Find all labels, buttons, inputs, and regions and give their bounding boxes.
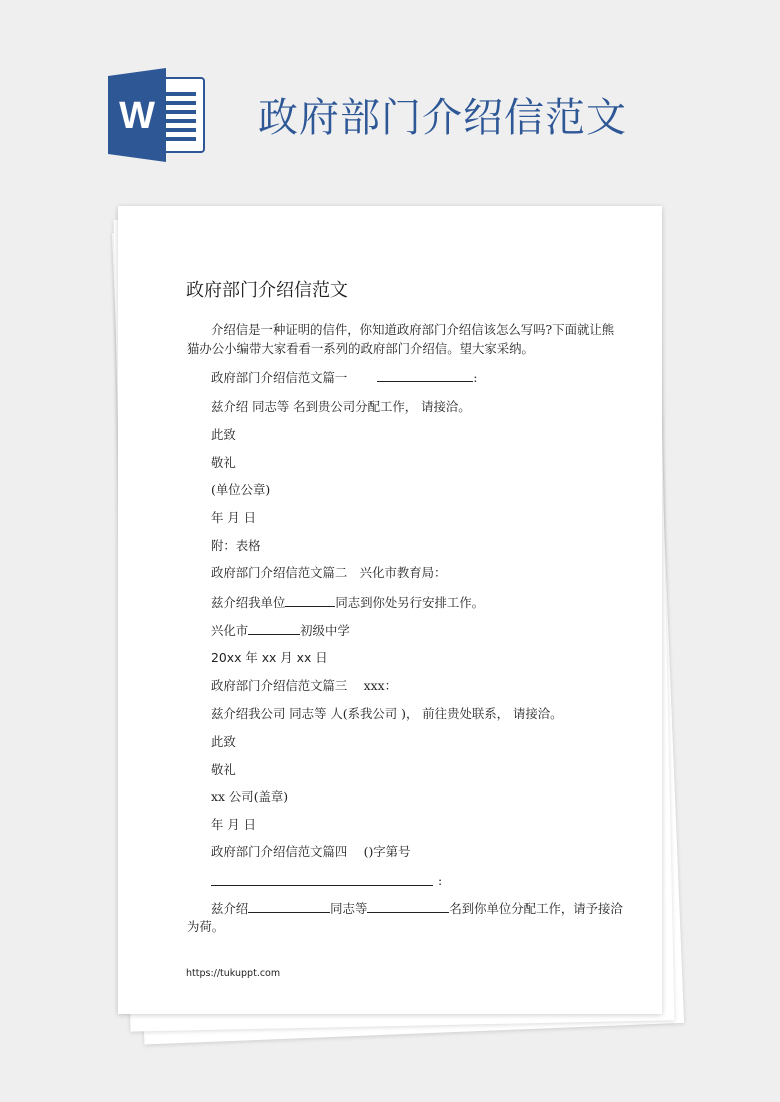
letter-4-colon: :: [438, 873, 443, 888]
word-doc-icon: [108, 68, 208, 162]
letter-1-salutation: 此致: [211, 427, 236, 442]
letter-2-date: 20xx 年 xx 月 xx 日: [211, 650, 328, 665]
letter-3-seal: xx 公司(盖章): [211, 789, 289, 804]
letter-2-school: 兴化市 初级中学: [211, 623, 350, 638]
letter-3-body: 兹介绍我公司 同志等 人(系我公司 )， 前往贵处联系， 请接洽。: [211, 706, 563, 721]
letter-3-date: 年 月 日: [211, 817, 257, 832]
letter-1-seal: (单位公章): [211, 482, 271, 497]
document-page: [118, 206, 662, 1014]
footer-url[interactable]: https://tukuppt.com: [186, 968, 281, 979]
blank-underline: [211, 885, 433, 886]
word-logo-letter: W: [119, 95, 155, 137]
letter-1-regards: 敬礼: [211, 455, 236, 470]
letter-1-heading: 政府部门介绍信范文篇一 :: [211, 370, 478, 385]
letter-3-salutation: 此致: [211, 734, 236, 749]
letter-4-body: 兹介绍 同志等 名到你单位分配工作，请予接洽为荷。: [187, 901, 623, 934]
intro-paragraph: 介绍信是一种证明的信件，你知道政府部门介绍信该怎么写吗?下面就让熊猫办公小编带大家看看一系列的政府部门介绍信。望大家采纳。: [187, 322, 615, 356]
letter-4-heading: 政府部门介绍信范文篇四 ()字第号: [211, 844, 411, 859]
letter-1-attachment: 附：表格: [211, 538, 261, 553]
letter-3-heading: 政府部门介绍信范文篇三 xxx：: [211, 678, 397, 693]
letter-1-date: 年 月 日: [211, 510, 257, 525]
letter-3-regards: 敬礼: [211, 762, 236, 777]
document-title: 政府部门介绍信范文: [186, 280, 348, 301]
letter-2-body: 兹介绍我单位 同志到你处另行安排工作。: [211, 595, 485, 610]
page-title: 政府部门介绍信范文: [258, 95, 627, 141]
letter-1-body: 兹介绍 同志等 名到贵公司分配工作， 请接洽。: [211, 399, 471, 414]
letter-2-heading: 政府部门介绍信范文篇二 兴化市教育局：: [211, 565, 447, 580]
